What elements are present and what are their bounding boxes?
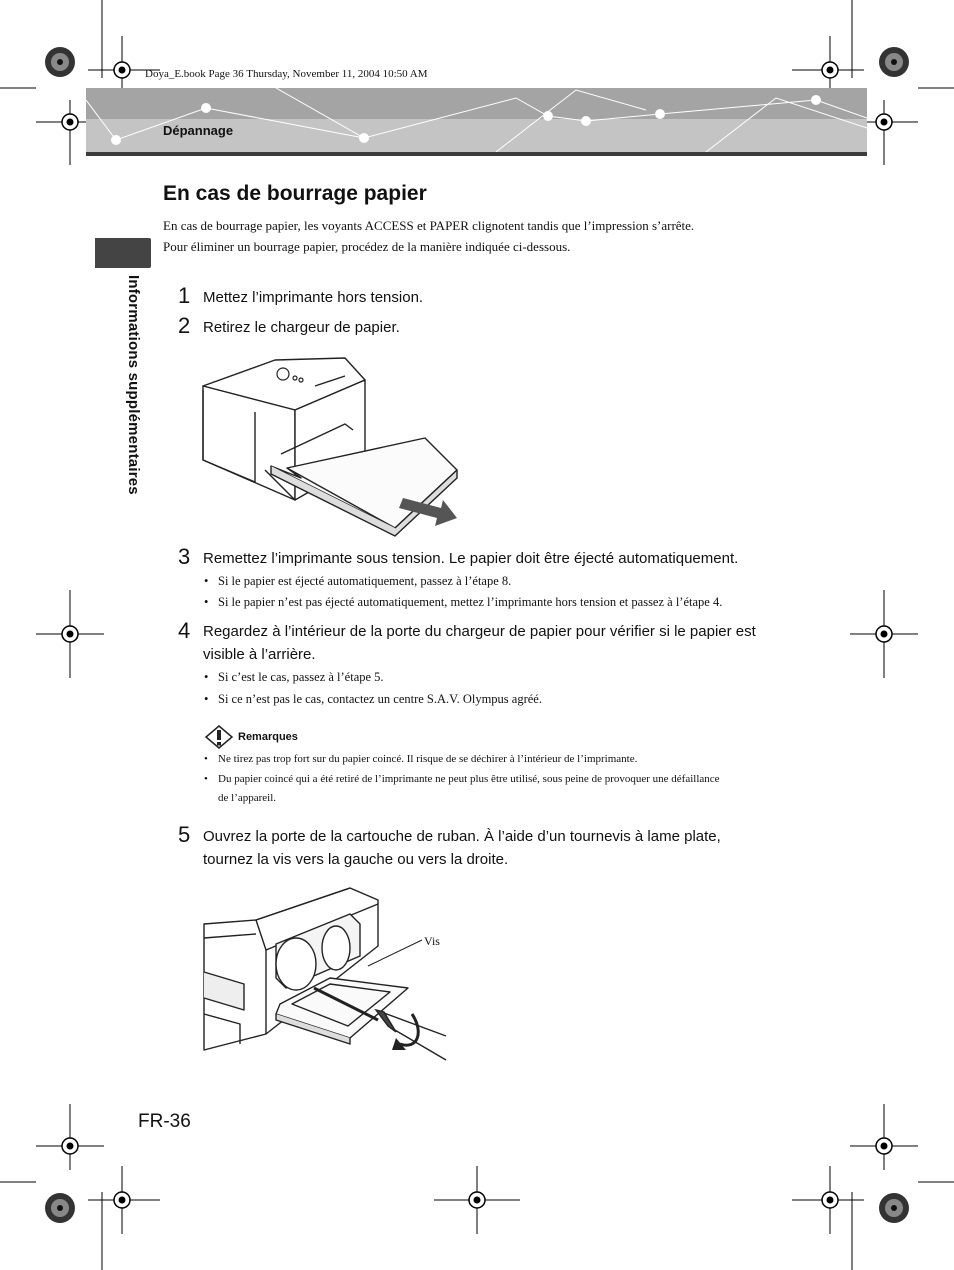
- remark-item-continuation: de l’appareil.: [218, 792, 277, 804]
- step-number: 1: [178, 283, 191, 308]
- ribbon-door-illustration: [200, 884, 450, 1064]
- bullet-item: • Si le papier n’est pas éjecté automatiquement, mettez l’imprimante hors tension et passez à l’étape 4.: [218, 595, 722, 610]
- remark-item: • Du papier coincé qui a été retiré de l’imprimante ne peut plus être utilisé, sous peine de provoquer une défaillance: [218, 770, 720, 789]
- bullet-item: • Si le papier est éjecté automatiquement, passez à l’étape 8.: [218, 574, 511, 589]
- header-band: [86, 88, 867, 152]
- step-text: Remettez l’imprimante sous tension. Le papier doit être éjecté automatiquement.: [203, 550, 739, 567]
- step-number: 5: [178, 822, 191, 847]
- step-text-line-2: visible à l’arrière.: [203, 646, 316, 663]
- warning-icon: [204, 724, 234, 750]
- step-text-line-2: tournez la vis vers la gauche ou vers la droite.: [203, 851, 509, 868]
- remarks-label: Remarques: [238, 731, 298, 743]
- intro-line-2: Pour éliminer un bourrage papier, procédez de la manière indiquée ci-dessous.: [163, 239, 571, 254]
- bullet-item: • Si c’est le cas, passez à l’étape 5.: [218, 670, 384, 685]
- step-number: 3: [178, 544, 191, 569]
- page-title: En cas de bourrage papier: [163, 182, 427, 205]
- side-tab-label: Informations supplémentaires: [125, 275, 142, 495]
- bullet-item: • Si ce n’est pas le cas, contactez un centre S.A.V. Olympus agréé.: [218, 692, 542, 707]
- side-tab: [95, 238, 151, 268]
- step-text-line-1: Regardez à l’intérieur de la porte du chargeur de papier pour vérifier si le papier est: [203, 623, 756, 640]
- step-text: Mettez l’imprimante hors tension.: [203, 289, 424, 306]
- header-decoration: [86, 88, 867, 152]
- header-rule: [86, 152, 867, 156]
- step-number: 4: [178, 618, 191, 643]
- book-info-line: Doya_E.book Page 36 Thursday, November 11, 2004 10:50 AM: [145, 68, 428, 80]
- intro-line-1: En cas de bourrage papier, les voyants ACCESS et PAPER clignotent tandis que l’impression s’arrête.: [163, 218, 695, 233]
- screw-label: Vis: [424, 934, 440, 948]
- step-text-line-1: Ouvrez la porte de la cartouche de ruban. À l’aide d’un tournevis à lame plate,: [203, 828, 721, 845]
- printer-tray-illustration: [195, 350, 465, 540]
- step-number: 2: [178, 313, 191, 338]
- page-number: FR-36: [138, 1111, 191, 1132]
- remark-item: • Ne tirez pas trop fort sur du papier coincé. Il risque de se déchirer à l’intérieur de l’imprimante.: [218, 750, 637, 769]
- section-label: Dépannage: [163, 123, 234, 138]
- step-text: Retirez le chargeur de papier.: [203, 319, 400, 336]
